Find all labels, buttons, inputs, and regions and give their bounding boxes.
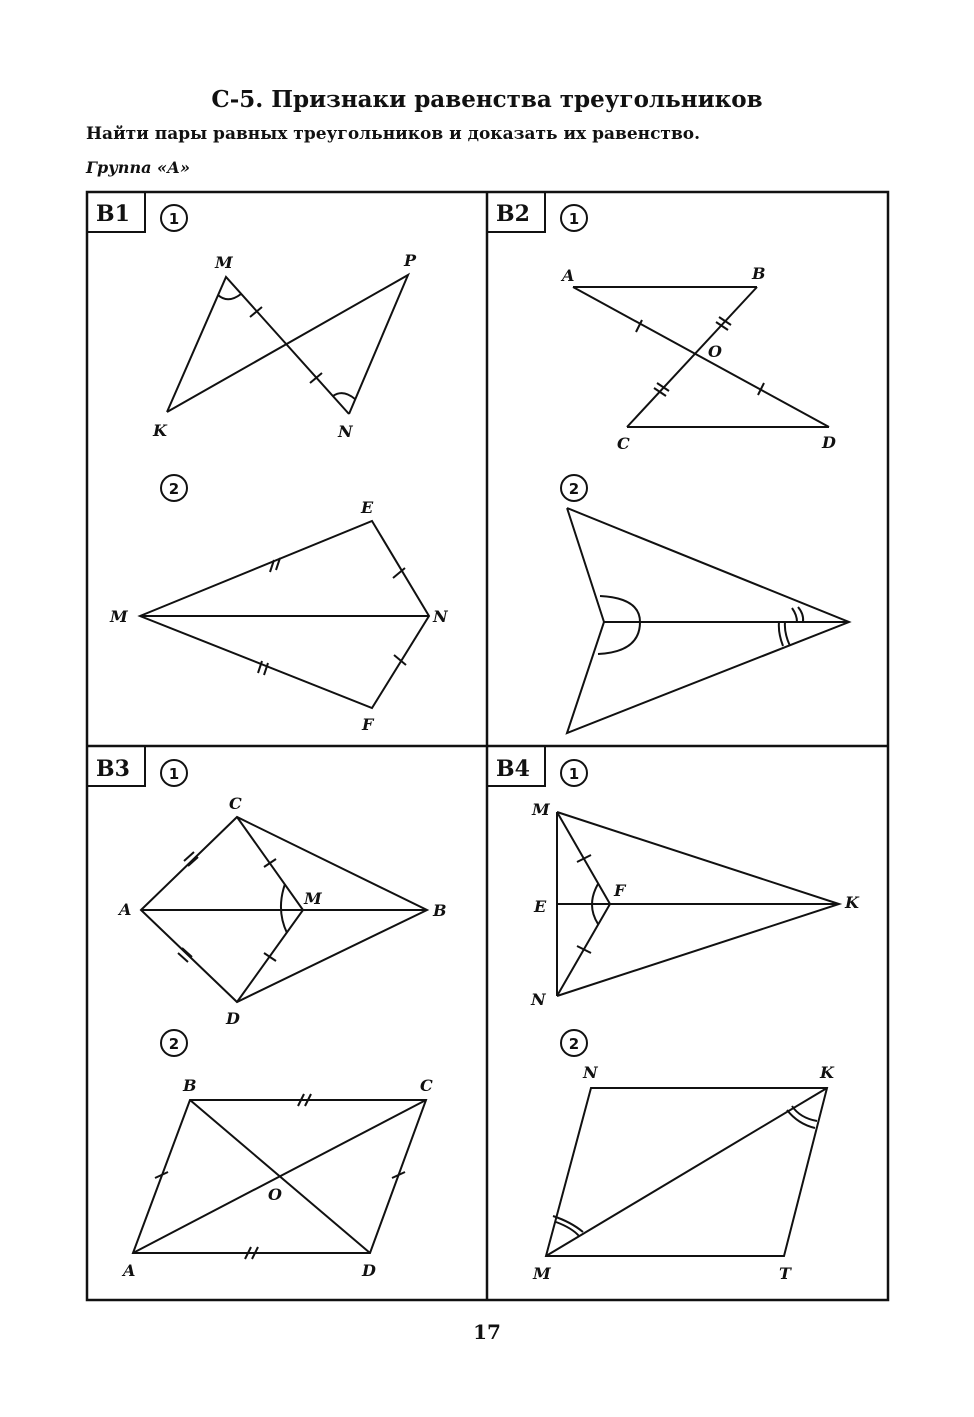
- point-label: A: [119, 900, 132, 919]
- variant-badge-b4: B4: [496, 756, 530, 782]
- point-label: K: [153, 421, 167, 440]
- group-label: Группа «А»: [86, 158, 191, 177]
- b4-figure1-triangles: [557, 812, 839, 996]
- point-label: T: [779, 1264, 791, 1283]
- point-label: N: [531, 990, 546, 1009]
- point-label: B: [433, 901, 447, 920]
- b3-figure1-quadrilateral: [141, 817, 427, 1002]
- figure-number: 1: [168, 765, 180, 783]
- figure-number: 1: [168, 210, 180, 228]
- page-number: 17: [473, 1320, 501, 1344]
- figure-number: 2: [168, 480, 180, 498]
- point-label: E: [534, 897, 547, 916]
- b3-figure2-parallelogram: [133, 1094, 426, 1259]
- point-label: A: [123, 1261, 136, 1280]
- point-label: F: [614, 881, 626, 900]
- figure-number: 2: [168, 1035, 180, 1053]
- point-label: F: [362, 715, 374, 734]
- point-label: D: [362, 1261, 376, 1280]
- b2-figure1-crossing-segments: [573, 287, 829, 427]
- b1-figure1-triangles: [167, 275, 408, 414]
- point-label: N: [583, 1063, 598, 1082]
- point-label: A: [562, 266, 575, 285]
- point-label: D: [822, 433, 836, 452]
- point-label: D: [226, 1009, 240, 1028]
- point-label: M: [533, 1264, 551, 1283]
- point-label: C: [617, 434, 630, 453]
- point-label: M: [110, 607, 128, 626]
- point-label: K: [845, 893, 859, 912]
- task-instruction: Найти пары равных треугольников и доказать их равенство.: [86, 124, 701, 144]
- variant-badge-b1: B1: [96, 201, 130, 227]
- point-label: O: [268, 1185, 282, 1204]
- point-label: C: [229, 794, 242, 813]
- variant-badge-b2: B2: [496, 201, 530, 227]
- point-label: M: [304, 889, 322, 908]
- figure-number: 1: [568, 765, 580, 783]
- point-label: P: [404, 251, 417, 270]
- point-label: C: [420, 1076, 433, 1095]
- point-label: N: [433, 607, 448, 626]
- point-label: B: [752, 264, 766, 283]
- figure-number: 2: [568, 480, 580, 498]
- figure-number: 1: [568, 210, 580, 228]
- b2-figure2-arrowhead: [567, 508, 849, 733]
- variant-badge-b3: B3: [96, 756, 130, 782]
- b4-figure2-parallelogram: [546, 1088, 827, 1256]
- point-label: B: [183, 1076, 197, 1095]
- point-label: M: [532, 800, 550, 819]
- point-label: M: [215, 253, 233, 272]
- page-title: С-5. Признаки равенства треугольников: [211, 86, 763, 113]
- point-label: K: [820, 1063, 834, 1082]
- figure-number: 2: [568, 1035, 580, 1053]
- point-label: E: [361, 498, 374, 517]
- point-label: N: [338, 422, 353, 441]
- b1-figure2-kite: [140, 521, 429, 708]
- point-label: O: [708, 342, 722, 361]
